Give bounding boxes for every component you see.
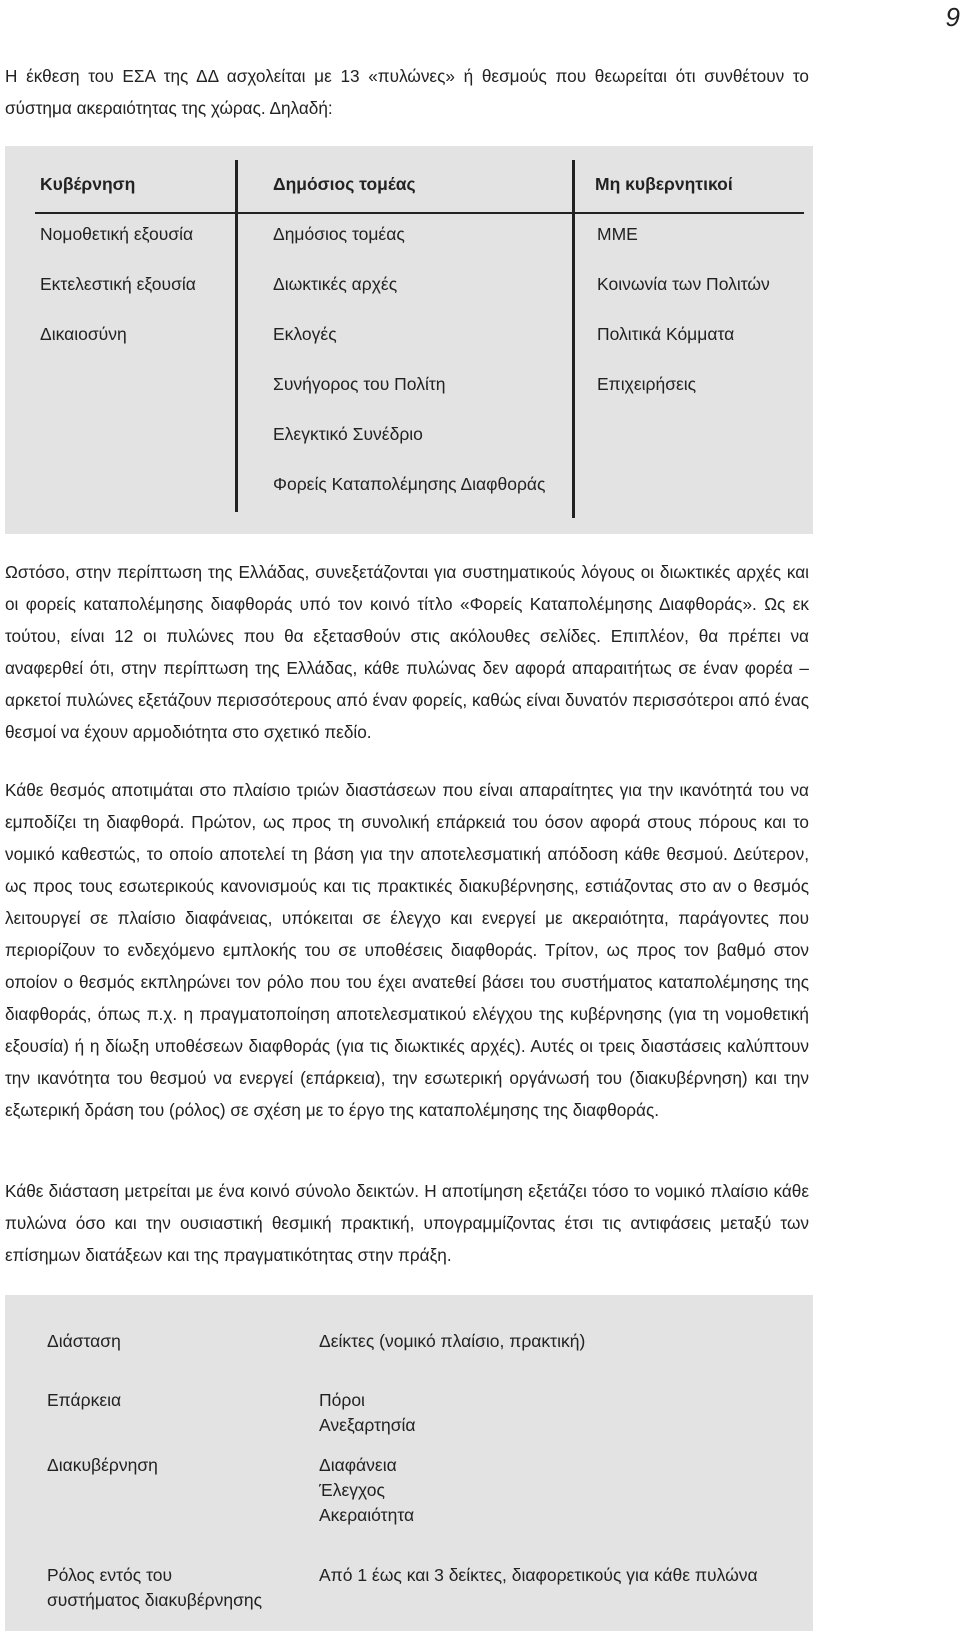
row-adequacy-dimension xyxy=(47,1388,121,1413)
column-divider-2 xyxy=(572,160,575,518)
dimension-line: Επάρκεια xyxy=(47,1390,122,1410)
pillar-media: ΜΜΕ xyxy=(597,224,638,244)
row-governance-dimension xyxy=(47,1453,158,1478)
pillar-political-parties: Πολιτικά Κόμματα xyxy=(597,324,735,344)
paragraph-3: Κάθε θεσμός αποτιμάται στο πλαίσιο τριών διαστάσεων που είναι απαραίτητες για την ικανότητά του να εμποδίζει τη διαφθορά. Πρώτον, ως προς τη συνολική επάρκειά του όσον αφορά στους πόρους και το νομικό καθεστώς, το οποίο αποτελεί τη βάση για την αποτελεσματική απόδοση κάθε θεσμού. Δεύτερον, ως προς τους εσωτερικούς κανονισμούς και τις πρακτικές διακυβέρνησης, εστιάζοντας στο αν ο θεσμός λειτουργεί σε πλαίσιο διαφάνειας, υπόκειται σε έλεγχο και ενεργεί με ακεραιότητα, παράγοντες που περιορίζουν το ενδεχόμενο εμπλοκής του σε υποθέσεις διαφθοράς. Τρίτον, ως προς τον βαθμό στον οποίον ο θεσμός εκπληρώνει τον ρόλο που του έχει ανατεθεί βάσει του συστήματος καταπολέμησης της διαφθοράς, όπως π.χ. η πραγματοποίηση αποτελεσματικού ελέγχου της κυβέρνησης (για τη νομοθετική εξουσία) ή η δίωξη υποθέσεων διαφθοράς (για τις διωκτικές αρχές). Αυτές οι τρεις διαστάσεις καλύπτουν την ικανότητα του θεσμού να ενεργεί (επάρκεια), την εσωτερική οργάνωσή του (διακυβέρνηση) και την εξωτερική δράση του (ρόλος) σε σχέση με το έργο της καταπολέμησης της διαφθοράς. xyxy=(5,780,809,1120)
indicator-line: Διαφάνεια xyxy=(319,1455,397,1475)
dimension-line: συστήματος διακυβέρνησης xyxy=(47,1590,263,1610)
indicator-line: Πόροι xyxy=(319,1390,365,1410)
pillar-audit-court: Ελεγκτικό Συνέδριο xyxy=(273,424,423,444)
indicator-line: Έλεγχος xyxy=(319,1480,385,1500)
pillar-executive: Εκτελεστική εξουσία xyxy=(40,274,196,294)
header-government: Κυβέρνηση xyxy=(40,174,136,194)
pillar-judiciary: Δικαιοσύνη xyxy=(40,324,127,344)
row-adequacy-indicators xyxy=(319,1388,416,1438)
row-role-indicators xyxy=(319,1563,758,1588)
header-non-governmental: Μη κυβερνητικοί xyxy=(595,174,733,194)
header-underline-3 xyxy=(575,212,804,214)
intro-paragraph: Η έκθεση του ΕΣΑ της ΔΔ ασχολείται με 13 «πυλώνες» ή θεσμούς που θεωρείται ότι συνθέτουν το σύστημα ακεραιότητας της χώρας. Δηλαδή: xyxy=(5,66,809,118)
pillar-prosecution: Διωκτικές αρχές xyxy=(273,274,398,294)
pillar-anticorruption-agencies: Φορείς Καταπολέμησης Διαφθοράς xyxy=(273,474,546,494)
pillar-legislature: Νομοθετική εξουσία xyxy=(40,224,194,244)
header-underline-1 xyxy=(35,212,235,214)
header-public-sector: Δημόσιος τομέας xyxy=(273,174,416,194)
pillar-civil-society: Κοινωνία των Πολιτών xyxy=(597,274,770,294)
header-underline-2 xyxy=(238,212,572,214)
pillars-table xyxy=(5,146,813,534)
pillar-elections: Εκλογές xyxy=(273,324,337,344)
pillar-ombudsman: Συνήγορος του Πολίτη xyxy=(273,374,446,394)
pillar-business: Επιχειρήσεις xyxy=(597,374,697,394)
dimension-line: Διακυβέρνηση xyxy=(47,1455,158,1475)
row-governance-indicators xyxy=(319,1453,414,1528)
indicator-line: Ανεξαρτησία xyxy=(319,1415,416,1435)
dimension-line: Ρόλος εντός του xyxy=(47,1565,173,1585)
header-indicators: Δείκτες (νομικό πλαίσιο, πρακτική) xyxy=(319,1331,586,1351)
paragraph-2: Ωστόσο, στην περίπτωση της Ελλάδας, συνεξετάζονται για συστηματικούς λόγους οι διωκτικές αρχές και οι φορείς καταπολέμησης διαφθοράς υπό τον κοινό τίτλο «Φορείς Καταπολέμησης Διαφθοράς». Ως εκ τούτου, είναι 12 οι πυλώνες που θα εξετασθούν στις ακόλουθες σελίδες. Επιπλέον, θα πρέπει να αναφερθεί ότι, στην περίπτωση της Ελλάδας, κάθε πυλώνας δεν αφορά απαραιτήτως σε έναν φορέα – αρκετοί πυλώνες εξετάζουν περισσότερους από έναν φορείς, καθώς είναι δυνατόν περισσότεροι από ένας θεσμοί να έχουν αρμοδιότητα στο σχετικό πεδίο. xyxy=(5,562,809,742)
page-number: 9 xyxy=(945,2,960,32)
header-dimension: Διάσταση xyxy=(47,1331,121,1351)
row-role-dimension xyxy=(47,1563,262,1613)
pillar-public-sector: Δημόσιος τομέας xyxy=(273,224,405,244)
column-divider-1 xyxy=(235,160,238,512)
dimensions-table xyxy=(5,1295,813,1631)
indicator-line: Ακεραιότητα xyxy=(319,1505,415,1525)
paragraph-4: Κάθε διάσταση μετρείται με ένα κοινό σύνολο δεικτών. Η αποτίμηση εξετάζει τόσο το νομικό πλαίσιο κάθε πυλώνα όσο και την ουσιαστική θεσμική πρακτική, υπογραμμίζοντας έτσι τις αντιφάσεις μεταξύ των επίσημων διατάξεων και της πραγματικότητας στην πράξη. xyxy=(5,1181,809,1265)
indicator-line: Από 1 έως και 3 δείκτες, διαφορετικούς για κάθε πυλώνα xyxy=(319,1565,758,1585)
